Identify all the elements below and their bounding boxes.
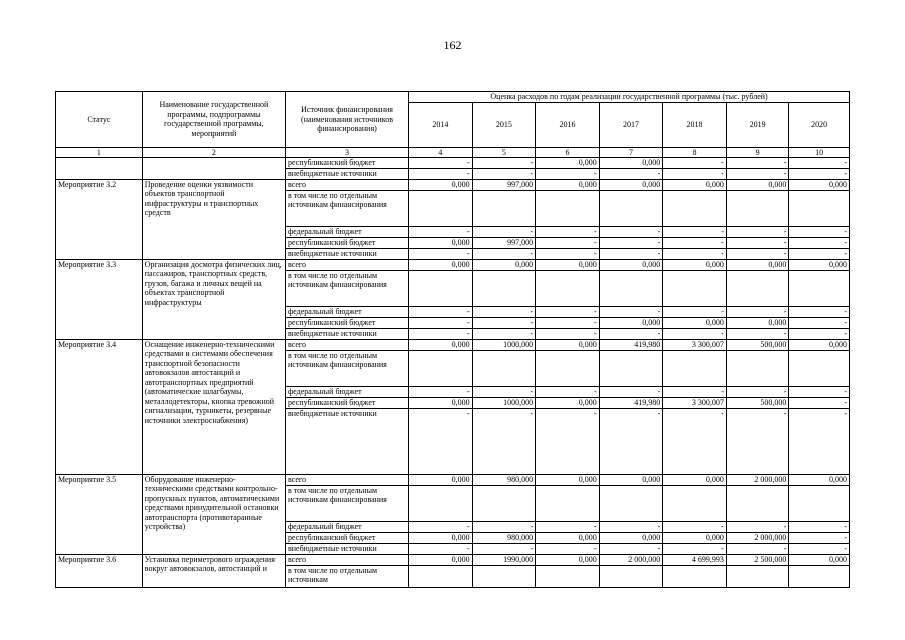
page-number: 162	[443, 38, 462, 52]
status-cell	[56, 157, 143, 179]
value-cell: -	[663, 328, 727, 339]
header-year: 2020	[789, 102, 850, 147]
value-cell: 0,000	[536, 397, 600, 408]
value-cell	[536, 190, 600, 226]
value-cell: -	[789, 408, 850, 474]
value-cell: 0,000	[409, 554, 473, 565]
value-cell: 0,000	[663, 474, 727, 485]
value-cell: -	[663, 306, 727, 317]
value-cell: -	[536, 168, 600, 179]
source-cell: в том числе по отдельным источникам финансирования	[286, 270, 409, 306]
value-cell	[663, 350, 727, 386]
value-cell: 0,000	[409, 532, 473, 543]
source-cell: республиканский бюджет	[286, 237, 409, 248]
value-cell: 0,000	[599, 259, 663, 270]
value-cell: 4 699,993	[663, 554, 727, 565]
measure-name: Организация досмотра физических лиц, пассажиров, транспортных средств, грузов, багажа и личных вещей на объектах транспортной инфраструктуры	[142, 259, 285, 339]
value-cell: 997,000	[472, 179, 536, 190]
value-cell: -	[536, 226, 600, 237]
value-cell: -	[599, 386, 663, 397]
value-cell: -	[409, 328, 473, 339]
value-cell: -	[599, 328, 663, 339]
value-cell: -	[536, 543, 600, 554]
value-cell: -	[726, 248, 789, 259]
value-cell: -	[663, 237, 727, 248]
value-cell: -	[536, 408, 600, 474]
header-year: 2014	[409, 102, 473, 147]
source-cell: в том числе по отдельным источникам финансирования	[286, 485, 409, 521]
value-cell	[599, 565, 663, 587]
value-cell	[472, 485, 536, 521]
value-cell: 0,000	[599, 474, 663, 485]
column-number: 9	[726, 147, 789, 157]
value-cell: -	[599, 226, 663, 237]
value-cell: -	[409, 248, 473, 259]
header-status: Статус	[56, 92, 143, 148]
table-row	[56, 179, 850, 190]
measure-name: Установка периметрового ограждения вокруг автовокзалов, автостанций и	[142, 554, 285, 587]
value-cell: 0,000	[789, 554, 850, 565]
source-cell: внебюджетные источники	[286, 168, 409, 179]
value-cell: -	[599, 543, 663, 554]
source-cell: республиканский бюджет	[286, 157, 409, 168]
value-cell: -	[599, 248, 663, 259]
value-cell	[789, 485, 850, 521]
value-cell	[663, 485, 727, 521]
value-cell: -	[726, 328, 789, 339]
source-cell: республиканский бюджет	[286, 397, 409, 408]
column-number: 3	[286, 147, 409, 157]
value-cell	[472, 350, 536, 386]
value-cell: -	[726, 386, 789, 397]
value-cell: -	[726, 237, 789, 248]
value-cell: 0,000	[409, 259, 473, 270]
value-cell: 3 300,007	[663, 397, 727, 408]
column-number: 1	[56, 147, 143, 157]
value-cell: 0,000	[536, 554, 600, 565]
value-cell: 0,000	[599, 532, 663, 543]
source-cell: всего	[286, 179, 409, 190]
value-cell: 2 000,000	[599, 554, 663, 565]
source-cell: в том числе по отдельным источникам финансирования	[286, 350, 409, 386]
measure-status: Мероприятие 3.6	[56, 554, 143, 587]
value-cell	[789, 190, 850, 226]
value-cell: -	[409, 521, 473, 532]
header-year: 2015	[472, 102, 536, 147]
value-cell: -	[599, 237, 663, 248]
column-number: 10	[789, 147, 850, 157]
value-cell: 997,000	[472, 237, 536, 248]
value-cell: -	[663, 543, 727, 554]
value-cell	[409, 565, 473, 587]
value-cell: -	[789, 317, 850, 328]
source-cell: федеральный бюджет	[286, 521, 409, 532]
value-cell: -	[663, 521, 727, 532]
value-cell: 419,980	[599, 397, 663, 408]
value-cell	[536, 565, 600, 587]
value-cell: 3 300,007	[663, 339, 727, 350]
value-cell: -	[536, 386, 600, 397]
value-cell: 2 000,000	[726, 532, 789, 543]
value-cell: -	[599, 306, 663, 317]
value-cell: -	[409, 408, 473, 474]
source-cell: в том числе по отдельным источникам финансирования	[286, 190, 409, 226]
measure-name: Оснащение инженерно-техническими средствами и системами обеспечения транспортной безопасности автовокзалов автостанций и автотранспортных предприятий (автоматические шлагбаумы, металлодетекторы, кнопка тревожной сигнализации, турникеты, резервные источники электроснабжения)	[142, 339, 285, 474]
value-cell: -	[789, 248, 850, 259]
value-cell: 500,000	[726, 339, 789, 350]
value-cell	[663, 270, 727, 306]
value-cell: 0,000	[409, 397, 473, 408]
header-year: 2018	[663, 102, 727, 147]
value-cell	[726, 190, 789, 226]
value-cell: -	[472, 521, 536, 532]
header-year: 2017	[599, 102, 663, 147]
value-cell	[472, 565, 536, 587]
value-cell: -	[599, 408, 663, 474]
value-cell: 0,000	[536, 179, 600, 190]
column-number: 6	[536, 147, 600, 157]
value-cell: 0,000	[536, 157, 600, 168]
measure-name	[142, 157, 285, 179]
table-row	[56, 474, 850, 485]
value-cell: -	[599, 168, 663, 179]
value-cell: 1990,000	[472, 554, 536, 565]
value-cell	[726, 565, 789, 587]
source-cell: в том числе по отдельным источникам	[286, 565, 409, 587]
value-cell: -	[409, 168, 473, 179]
value-cell: -	[536, 521, 600, 532]
value-cell: 0,000	[536, 474, 600, 485]
value-cell: -	[726, 408, 789, 474]
header-estimate: Оценка расходов по годам реализации государственной программы (тыс. рублей)	[409, 92, 850, 103]
value-cell: -	[536, 317, 600, 328]
source-cell: федеральный бюджет	[286, 306, 409, 317]
source-cell: республиканский бюджет	[286, 317, 409, 328]
value-cell: -	[409, 226, 473, 237]
value-cell: -	[409, 317, 473, 328]
value-cell: 419,980	[599, 339, 663, 350]
value-cell: -	[663, 408, 727, 474]
value-cell: 0,000	[789, 179, 850, 190]
value-cell	[789, 270, 850, 306]
value-cell	[599, 190, 663, 226]
value-cell: 0,000	[599, 179, 663, 190]
value-cell: -	[663, 168, 727, 179]
source-cell: федеральный бюджет	[286, 386, 409, 397]
value-cell: 0,000	[409, 339, 473, 350]
value-cell: 0,000	[409, 474, 473, 485]
value-cell: -	[409, 543, 473, 554]
value-cell: 980,000	[472, 532, 536, 543]
column-number: 4	[409, 147, 473, 157]
value-cell: -	[789, 226, 850, 237]
table-row	[56, 339, 850, 350]
column-number: 7	[599, 147, 663, 157]
header-source: Источник финансирования (наименования источников финансирования)	[286, 92, 409, 148]
value-cell: -	[789, 237, 850, 248]
value-cell: -	[663, 157, 727, 168]
value-cell	[599, 350, 663, 386]
value-cell: 0,000	[536, 259, 600, 270]
value-cell: 1000,000	[472, 339, 536, 350]
value-cell: 0,000	[663, 259, 727, 270]
value-cell: -	[409, 306, 473, 317]
source-cell: внебюджетные источники	[286, 328, 409, 339]
measure-status: Мероприятие 3.3	[56, 259, 143, 339]
value-cell: -	[472, 317, 536, 328]
value-cell: -	[663, 226, 727, 237]
value-cell: 0,000	[409, 179, 473, 190]
value-cell: -	[599, 521, 663, 532]
value-cell	[409, 190, 473, 226]
value-cell: 500,000	[726, 397, 789, 408]
value-cell: -	[726, 168, 789, 179]
value-cell: 0,000	[726, 317, 789, 328]
value-cell: 0,000	[599, 157, 663, 168]
value-cell: 0,000	[726, 179, 789, 190]
value-cell: 0,000	[599, 317, 663, 328]
value-cell: -	[789, 157, 850, 168]
source-cell: всего	[286, 554, 409, 565]
value-cell: -	[536, 306, 600, 317]
header-year: 2016	[536, 102, 600, 147]
table-body	[56, 157, 850, 587]
value-cell: -	[726, 226, 789, 237]
value-cell: -	[472, 386, 536, 397]
value-cell	[409, 485, 473, 521]
source-cell: внебюджетные источники	[286, 248, 409, 259]
value-cell: 0,000	[472, 259, 536, 270]
source-cell: республиканский бюджет	[286, 532, 409, 543]
value-cell: -	[789, 168, 850, 179]
source-cell: всего	[286, 339, 409, 350]
column-number: 2	[142, 147, 285, 157]
value-cell: -	[663, 248, 727, 259]
table-row	[56, 554, 850, 565]
value-cell: -	[789, 543, 850, 554]
value-cell	[726, 350, 789, 386]
value-cell: 0,000	[663, 317, 727, 328]
value-cell	[472, 190, 536, 226]
budget-table	[55, 91, 850, 588]
value-cell	[599, 270, 663, 306]
source-cell: всего	[286, 474, 409, 485]
value-cell	[726, 270, 789, 306]
value-cell: 0,000	[663, 179, 727, 190]
value-cell: -	[472, 306, 536, 317]
value-cell: -	[726, 543, 789, 554]
value-cell: -	[726, 521, 789, 532]
value-cell: -	[472, 408, 536, 474]
value-cell: -	[472, 168, 536, 179]
value-cell: -	[726, 306, 789, 317]
value-cell: 2 500,000	[726, 554, 789, 565]
measure-status: Мероприятие 3.5	[56, 474, 143, 554]
measure-name: Оборудование инженерно-техническими средствами контрольно-пропускных пунктов, автоматическими средствами принудительной остановки автотранспорта (противотаранные устройства)	[142, 474, 285, 554]
value-cell: -	[409, 157, 473, 168]
value-cell: 0,000	[536, 532, 600, 543]
value-cell: -	[789, 397, 850, 408]
value-cell	[409, 350, 473, 386]
value-cell	[663, 565, 727, 587]
value-cell	[726, 485, 789, 521]
header-name: Наименование государственной программы, подпрограммы государственной программы, мероприятий	[142, 92, 285, 148]
value-cell: 0,000	[789, 474, 850, 485]
header-year: 2019	[726, 102, 789, 147]
value-cell: 0,000	[789, 339, 850, 350]
value-cell	[663, 190, 727, 226]
value-cell: 0,000	[409, 237, 473, 248]
value-cell: 2 000,000	[726, 474, 789, 485]
value-cell: 0,000	[789, 259, 850, 270]
value-cell: 0,000	[663, 532, 727, 543]
value-cell: -	[472, 157, 536, 168]
value-cell: -	[536, 328, 600, 339]
value-cell: -	[726, 157, 789, 168]
value-cell: -	[789, 306, 850, 317]
value-cell	[409, 270, 473, 306]
value-cell: -	[409, 386, 473, 397]
column-number: 5	[472, 147, 536, 157]
measure-name: Проведение оценки уязвимости объектов транспортной инфраструктуры и транспортных средств	[142, 179, 285, 259]
source-cell: всего	[286, 259, 409, 270]
table-row	[56, 259, 850, 270]
value-cell: 0,000	[536, 339, 600, 350]
value-cell: 0,000	[726, 259, 789, 270]
value-cell: -	[472, 226, 536, 237]
value-cell: -	[472, 248, 536, 259]
value-cell: 1000,000	[472, 397, 536, 408]
source-cell: федеральный бюджет	[286, 226, 409, 237]
value-cell	[536, 485, 600, 521]
value-cell: -	[789, 328, 850, 339]
measure-status: Мероприятие 3.2	[56, 179, 143, 259]
value-cell	[599, 485, 663, 521]
value-cell	[789, 565, 850, 587]
source-cell: внебюджетные источники	[286, 408, 409, 474]
value-cell: 980,000	[472, 474, 536, 485]
column-number: 8	[663, 147, 727, 157]
value-cell	[472, 270, 536, 306]
value-cell: -	[472, 543, 536, 554]
value-cell: -	[472, 328, 536, 339]
value-cell: -	[789, 386, 850, 397]
value-cell: -	[789, 532, 850, 543]
value-cell: -	[663, 386, 727, 397]
value-cell	[536, 270, 600, 306]
source-cell: внебюджетные источники	[286, 543, 409, 554]
value-cell: -	[536, 248, 600, 259]
value-cell: -	[789, 521, 850, 532]
value-cell: -	[536, 237, 600, 248]
measure-status: Мероприятие 3.4	[56, 339, 143, 474]
value-cell	[536, 350, 600, 386]
table-row	[56, 157, 850, 168]
value-cell	[789, 350, 850, 386]
